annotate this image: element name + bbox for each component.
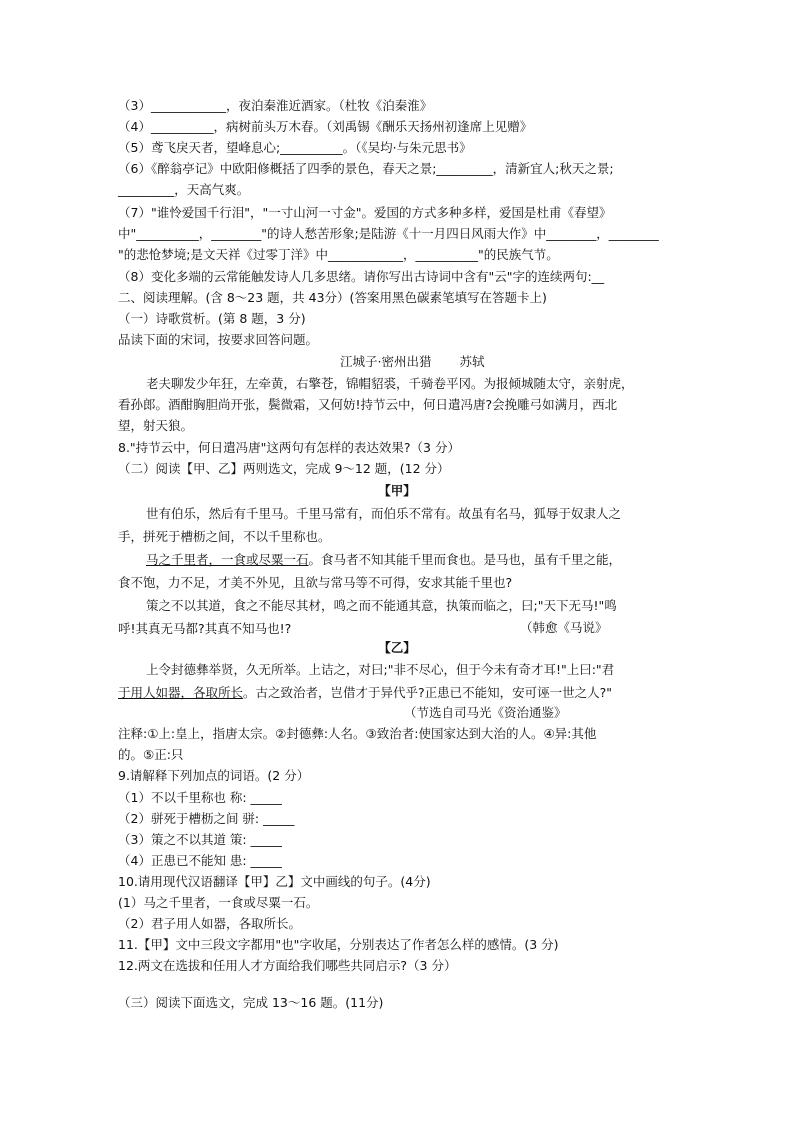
question-12: 12.两文在选拔和任用人才方面给我们哪些共同启示?（3 分） — [118, 958, 457, 973]
poem-line-1: 老夫聊发少年狂，左牵黄，右擎苍，锦帽貂裘，千骑卷平冈。为报倾城随太守，亲射虎， — [146, 376, 634, 391]
passage-jia-source: （韩愈《马说》 — [520, 620, 608, 635]
question-9-item-3: （3）策之不以其道 策: _____ — [118, 832, 282, 847]
passage-jia-line-2: 手，拼死于槽枥之间，不以千里称也。 — [118, 529, 331, 544]
passage-jia-label: 【甲】 — [378, 483, 416, 498]
annotation-line-1: 注释:①上:皇上，指唐太宗。②封德彝:人名。③致治者:使国家达到大治的人。④异:其他 — [118, 726, 597, 741]
passage-jia-line-4: 食不饱，力不足，才美不外见，且欲与常马等不可得，安求其能千里也? — [118, 575, 513, 590]
fill-blank-8: （8）变化多端的云常能触发诗人几多思绪。请你写出古诗词中含有"云"字的连续两句:__ — [118, 269, 605, 284]
question-10-item-1: (1）马之千里者，一食或尽粟一石。 — [118, 895, 319, 910]
poem-title: 江城子·密州出猎 — [340, 354, 432, 369]
subsection-poetry-heading: （一）诗歌赏析。(第 8 题，3 分) — [118, 311, 306, 326]
underlined-sentence-yi: 于用人如器，各取所长 — [118, 685, 244, 700]
passage-yi-label: 【乙】 — [378, 640, 416, 655]
fill-blank-4: （4）__________，病树前头万木春。（刘禹锡《酬乐天扬州初逢席上见赠》 — [118, 119, 533, 134]
passage-jia-line-1: 世有伯乐，然后有千里马。千里马常有，而伯乐不常有。故虽有名马，狐辱于奴隶人之 — [146, 506, 622, 521]
poem-author: 苏轼 — [459, 354, 485, 369]
question-10: 10.请用现代汉语翻译【甲】乙】文中画线的句子。(4分) — [118, 874, 431, 889]
question-8: 8."持节云中，何日遣冯唐"这两句有怎样的表达效果?（3 分） — [118, 440, 460, 455]
fill-blank-6-line1: （6）《醉翁亭记》中欧阳修概括了四季的景色，春天之景;_________，清新宜人;秋天之景; — [118, 161, 614, 176]
annotation-line-2: 的。⑤正:只 — [118, 747, 184, 762]
section-reading-heading: 二、阅读理解。(含 8～23 题，共 43分）(答案用黑色碳素笔填写在答题卡上) — [118, 290, 547, 305]
fill-blank-7-line2: 中"__________，________"的诗人愁苦形象;是陆游《十一月四日风雨大作》中________，________ — [118, 226, 659, 241]
question-9-item-2: （2）骈死于槽枥之间 骈: _____ — [118, 811, 295, 826]
poem-title-line — [340, 352, 640, 372]
poem-line-3: 望，射天狼。 — [118, 418, 194, 433]
fill-blank-7-line3: "的悲怆梦境;是文天祥《过零丁洋》中____________，__________"的民族气节。 — [118, 247, 559, 262]
poem-line-2: 看孙郎。酒酣胸胆尚开张，鬓微霜，又何妨!持节云中，何日遣冯唐?会挽雕弓如满月，西北 — [118, 397, 618, 412]
question-9-item-4: （4）正患已不能知 患: _____ — [118, 853, 282, 868]
passage-jia-line-5: 策之不以其道，食之不能尽其材，鸣之而不能通其意，执策而临之，曰;"天下无马!"鸣 — [146, 598, 617, 613]
question-10-item-2: （2）君子用人如器，各取所长。 — [118, 916, 301, 931]
passage-jia-line-6: 呼!其真无马都?其真不知马也!? — [118, 621, 292, 636]
passage-jia-line-3-rest: 。食马者不知其能千里而食也。是马也，虽有千里之能， — [308, 552, 622, 567]
poetry-instruction: 品读下面的宋词，按要求回答问题。 — [118, 332, 319, 347]
subsection-classical-heading: （二）阅读【甲、乙】两则选文，完成 9～12 题，(12 分） — [118, 461, 450, 476]
passage-yi-line-2 — [118, 683, 678, 703]
fill-blank-3: （3）____________，夜泊秦淮近酒家。（杜牧《泊秦淮》 — [118, 98, 433, 113]
passage-yi-line-2-rest: 。古之致治者，岂借才于异代乎?正患已不能知，安可诬一世之人?" — [243, 685, 613, 700]
question-9: 9.请解释下列加点的词语。(2 分） — [118, 768, 310, 783]
question-9-item-1: （1）不以千里称也 称: _____ — [118, 790, 282, 805]
subsection-3-heading: （三）阅读下面选文，完成 13～16 题。(11分) — [118, 995, 384, 1010]
passage-yi-source: （节选自司马光《资治通鉴》 — [404, 705, 567, 720]
passage-yi-line-1: 上令封德彝举贤，久无所举。上诘之，对曰;"非不尽心，但于今未有奇才耳!"上曰:"君 — [146, 662, 615, 677]
fill-blank-5: （5）鸢飞戾天者，望峰息心;__________。（《吴均·与朱元思书》 — [118, 140, 472, 155]
question-11: 11.【甲】文中三段文字都用"也"字收尾，分别表达了作者怎么样的感情。(3 分) — [118, 937, 559, 952]
passage-jia-line-3 — [146, 550, 706, 570]
fill-blank-7-line1: （7）"谁怜爱国千行泪"，"一寸山河一寸金"。爱国的方式多种多样，爱国是杜甫《春望》 — [118, 205, 612, 220]
fill-blank-6-line2: _________，天高气爽。 — [118, 182, 250, 197]
underlined-sentence-jia: 马之千里者，一食或尽粟一石 — [146, 552, 309, 567]
